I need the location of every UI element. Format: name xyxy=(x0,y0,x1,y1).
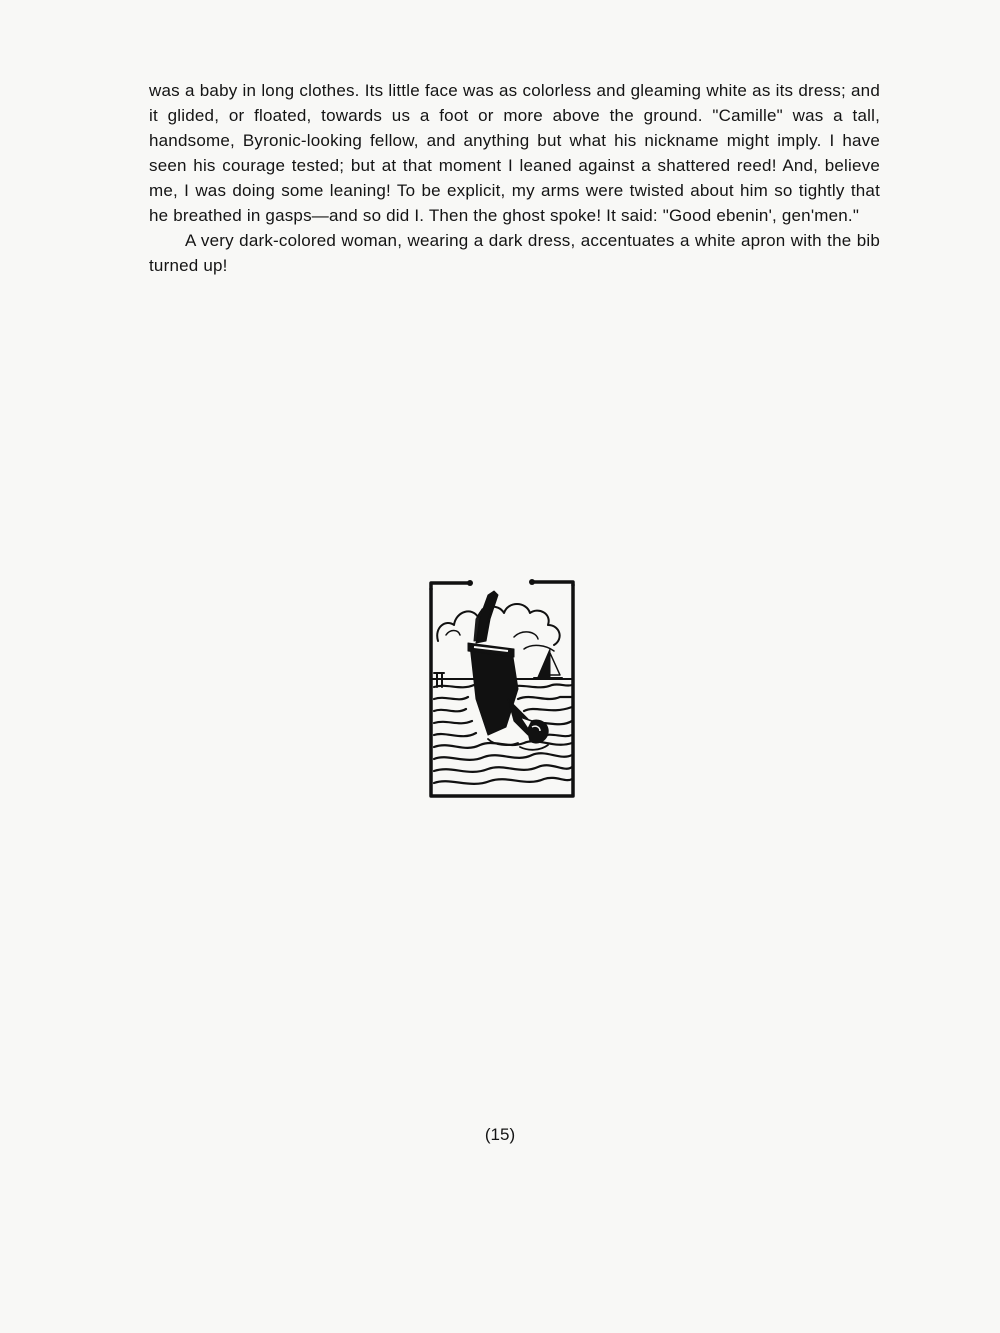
diving-man-illustration xyxy=(428,579,576,799)
man-diving-headfirst-into-sea-icon xyxy=(428,579,576,799)
page-number: (15) xyxy=(484,1125,516,1144)
paragraph-1: was a baby in long clothes. Its little face was as colorless and gleaming white as its dress; and it glided, or floated, towards us a foot or more above the ground. "Camille" was a tall, handsome, Byronic-looking fellow, and anything but what his nickname might imply. I have seen his courage tested; but at that moment I leaned against a shattered reed! And, believe me, I was doing some leaning! To be explicit, my arms were twisted about him so tightly that he breathed in gasps—and so did I. Then the ghost spoke! It said: "Good ebenin', gen'men." xyxy=(149,81,880,225)
body-text xyxy=(149,78,880,278)
paragraph-2: A very dark-colored woman, wearing a dark dress, accentuates a white apron with the bib turned up! xyxy=(149,231,880,275)
